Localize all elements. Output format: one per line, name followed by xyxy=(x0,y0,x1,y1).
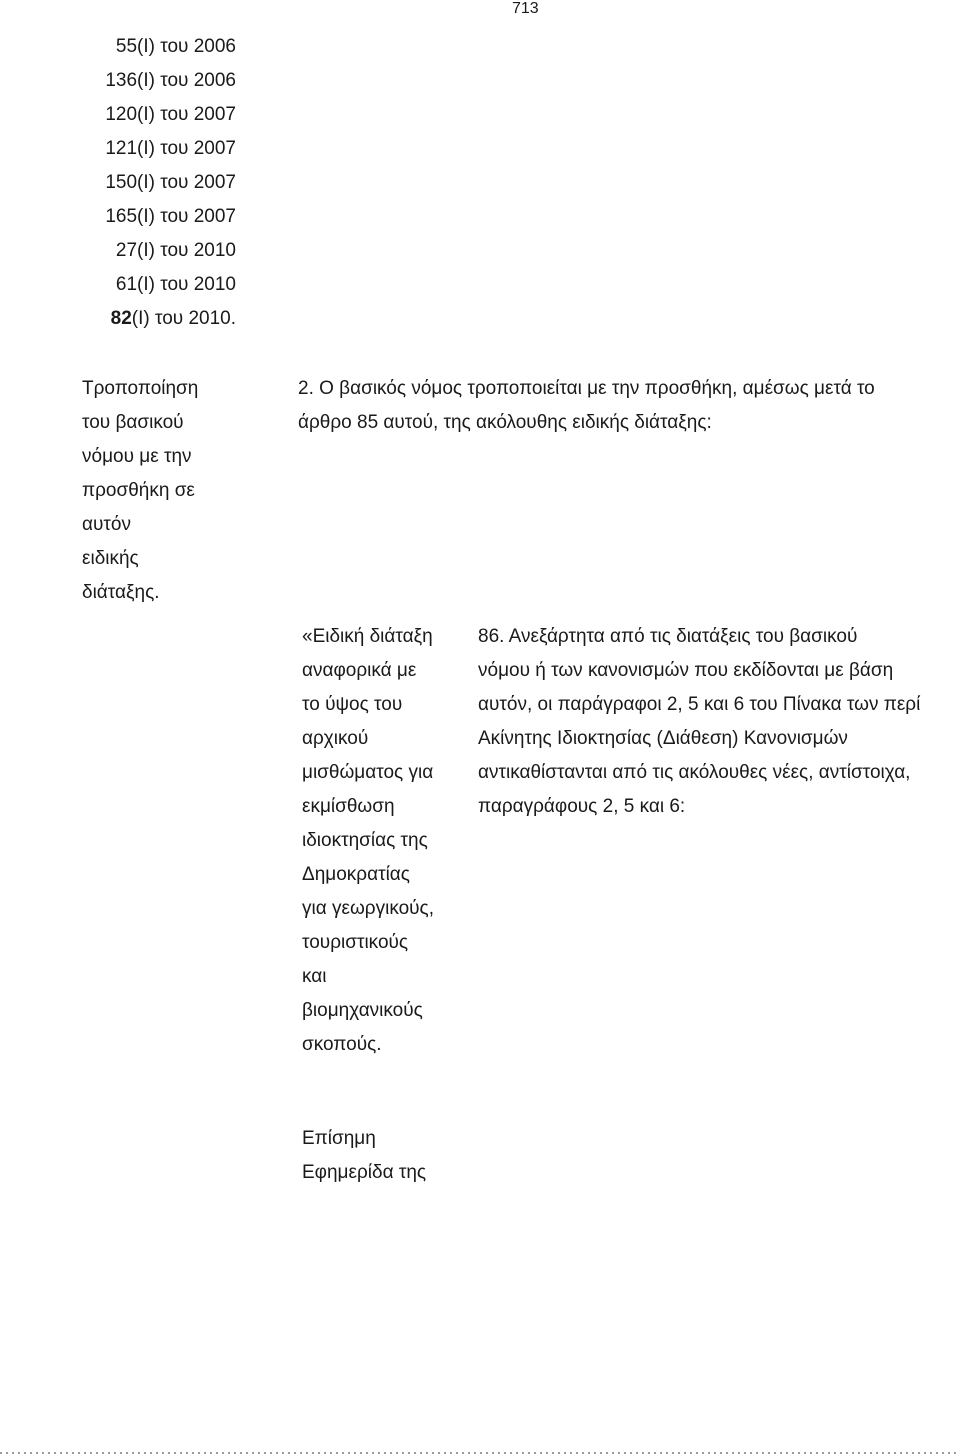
law-reference-year: του 2007 xyxy=(154,172,236,193)
law-reference-year: του 2007 xyxy=(154,206,236,227)
rule-text-line: αντικαθίστανται από τις ακόλουθες νέες, αντίστοιχα, xyxy=(478,762,911,783)
law-reference-number: 55(I) xyxy=(115,36,155,57)
law-reference-year: του 2010 xyxy=(154,274,236,295)
rule-heading-line: το ύψος του xyxy=(302,694,403,715)
margin-note-line: Τροποποίηση xyxy=(82,378,199,399)
law-reference xyxy=(0,206,236,240)
scan-artifact-line xyxy=(0,1452,960,1454)
law-reference xyxy=(0,104,236,138)
law-reference-number: 121(I) xyxy=(105,138,155,159)
law-reference-number: 27(I) xyxy=(115,240,155,261)
rule-heading-line: σκοπούς. xyxy=(302,1034,382,1055)
amendment-line: άρθρο 85 αυτού, της ακόλουθης ειδικής διάταξης: xyxy=(298,412,712,433)
rule-text-line: νόμου ή των κανονισμών που εκδίδονται με βάση xyxy=(478,660,894,681)
margin-note-line: νόμου με την xyxy=(82,446,192,467)
rule-heading-line: ιδιοκτησίας της xyxy=(302,830,428,851)
law-reference xyxy=(0,274,236,308)
rule-heading-line: αναφορικά με xyxy=(302,660,417,681)
rule-heading-line: τουριστικούς xyxy=(302,932,409,953)
law-reference-year: του 2010 xyxy=(154,240,236,261)
rule-heading-line: μισθώματος για xyxy=(302,762,434,783)
rule-heading-line: και xyxy=(302,966,327,987)
rule-text xyxy=(478,626,956,830)
law-reference xyxy=(0,70,236,104)
margin-note-line: αυτόν xyxy=(82,514,131,535)
law-reference-number: 165(I) xyxy=(105,206,155,227)
gazette-note-line: Εφημερίδα της xyxy=(302,1162,427,1183)
amendment-line: 2. Ο βασικός νόμος τροποποιείται με την προσθήκη, αμέσως μετά το xyxy=(298,378,875,399)
law-reference-number: 61(I) xyxy=(115,274,155,295)
margin-note-line: διάταξης. xyxy=(82,582,160,603)
margin-note-line: του βασικού xyxy=(82,412,184,433)
law-reference-year: του 2007 xyxy=(154,138,236,159)
law-reference xyxy=(0,172,236,206)
law-reference-year: του 2007 xyxy=(154,104,236,125)
rule-text-line: αυτόν, οι παράγραφοι 2, 5 και 6 του Πίνακα των περί xyxy=(478,694,921,715)
law-reference-number: 150(I) xyxy=(105,172,155,193)
law-reference-year: του 2006 xyxy=(154,70,236,91)
page-number: 713 xyxy=(512,0,539,17)
rule-heading-line: Δημοκρατίας xyxy=(302,864,410,885)
margin-note xyxy=(82,378,262,616)
margin-note-line: προσθήκη σε xyxy=(82,480,195,501)
rule-heading-line: εκμίσθωση xyxy=(302,796,395,817)
rule-heading-line: για γεωργικούς, xyxy=(302,898,434,919)
rule-text-line: παραγράφους 2, 5 και 6: xyxy=(478,796,686,817)
rule-heading-line: «Ειδική διάταξη xyxy=(302,626,433,647)
law-reference-number: 120(I) xyxy=(105,104,155,125)
law-reference-year: του 2006 xyxy=(154,36,236,57)
law-reference-number: 82 xyxy=(110,308,132,329)
rule-heading-line: βιομηχανικούς xyxy=(302,1000,423,1021)
law-reference-number: 136(I) xyxy=(105,70,155,91)
gazette-note-line: Επίσημη xyxy=(302,1128,376,1149)
law-reference xyxy=(0,308,236,342)
law-reference xyxy=(0,36,236,70)
law-references xyxy=(0,36,236,342)
rule-text-line: Ακίνητης Ιδιοκτησίας (Διάθεση) Κανονισμών xyxy=(478,728,848,749)
rule-heading xyxy=(302,626,472,1068)
rule-text-line: 86. Ανεξάρτητα από τις διατάξεις του βασικού xyxy=(478,626,858,647)
gazette-note xyxy=(302,1128,502,1196)
law-reference xyxy=(0,240,236,274)
law-reference-year: (I) του 2010. xyxy=(131,308,236,329)
rule-heading-line: αρχικού xyxy=(302,728,369,749)
law-reference xyxy=(0,138,236,172)
margin-note-line: ειδικής xyxy=(82,548,139,569)
amendment-text xyxy=(298,378,948,446)
